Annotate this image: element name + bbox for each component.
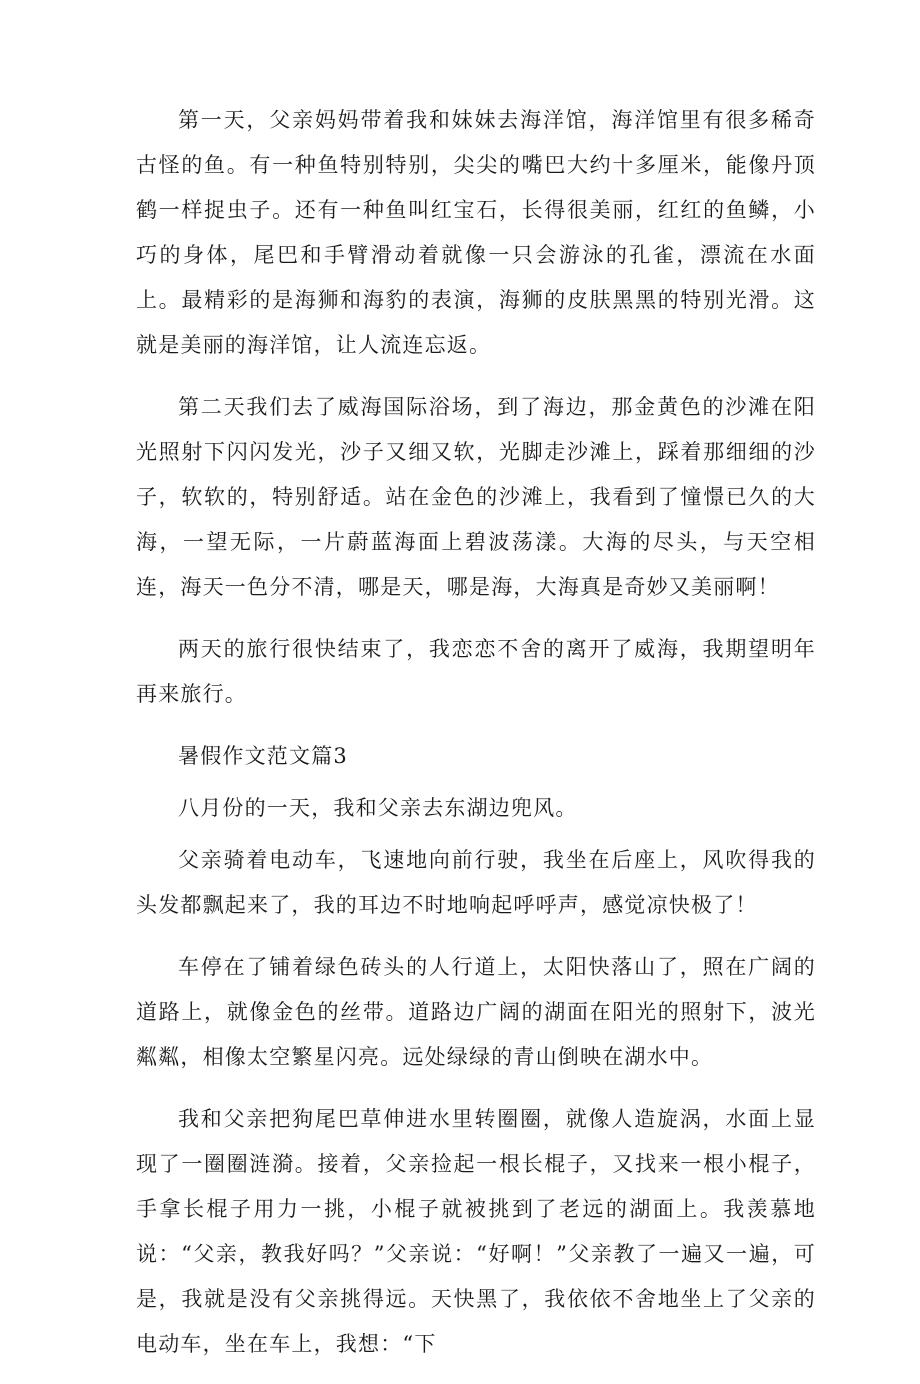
paragraph-ride: 父亲骑着电动车，飞速地向前行驶，我坐在后座上，风吹得我的头发都飘起来了，我的耳边不时地响起呼呼声，感觉凉快极了！ (136, 848, 816, 917)
paragraph-lake: 车停在了铺着绿色砖头的人行道上，太阳快落山了，照在广阔的道路上，就像金色的丝带。道路边广阔的湖面在阳光的照射下，波光粼粼，相像太空繁星闪亮。远处绿绿的青山倒映在湖水中。 (136, 955, 816, 1069)
paragraph-aquarium: 第一天，父亲妈妈带着我和妹妹去海洋馆，海洋馆里有很多稀奇古怪的鱼。有一种鱼特别特别，尖尖的嘴巴大约十多厘米，能像丹顶鹤一样捉虫子。还有一种鱼叫红宝石，长得很美丽，红红的鱼鳞，小巧的身体，尾巴和手臂滑动着就像一只会游泳的孔雀，漂流在水面上。最精彩的是海狮和海豹的表演，海狮的皮肤黑黑的特别光滑。这就是美丽的海洋馆，让人流连忘返。 (136, 108, 816, 357)
paragraph-trip-end: 两天的旅行很快结束了，我恋恋不舍的离开了威海，我期望明年再来旅行。 (136, 637, 816, 706)
section-heading: 暑假作文范文篇3 (178, 744, 348, 768)
document-body (136, 98, 816, 1384)
paragraph-august: 八月份的一天，我和父亲去东湖边兜风。 (178, 796, 578, 820)
paragraph-beach: 第二天我们去了威海国际浴场，到了海边，那金黄色的沙滩在阳光照射下闪闪发光，沙子又细又软，光脚走沙滩上，踩着那细细的沙子，软软的，特别舒适。站在金色的沙滩上，我看到了憧憬已久的大海，一望无际，一片蔚蓝海面上碧波荡漾。大海的尽头，与天空相连，海天一色分不清，哪是天，哪是海，大海真是奇妙又美丽啊！ (136, 395, 816, 599)
paragraph-grass: 我和父亲把狗尾巴草伸进水里转圈圈，就像人造旋涡，水面上显现了一圈圈涟漪。接着，父亲捡起一根长棍子，又找来一根小棍子，手拿长棍子用力一挑，小棍子就被挑到了老远的湖面上。我羡慕地说：“父亲，教我好吗？”父亲说：“好啊！”父亲教了一遍又一遍，可是，我就是没有父亲挑得远。天快黑了，我依依不舍地坐上了父亲的电动车，坐在车上，我想：“下 (136, 1107, 816, 1356)
